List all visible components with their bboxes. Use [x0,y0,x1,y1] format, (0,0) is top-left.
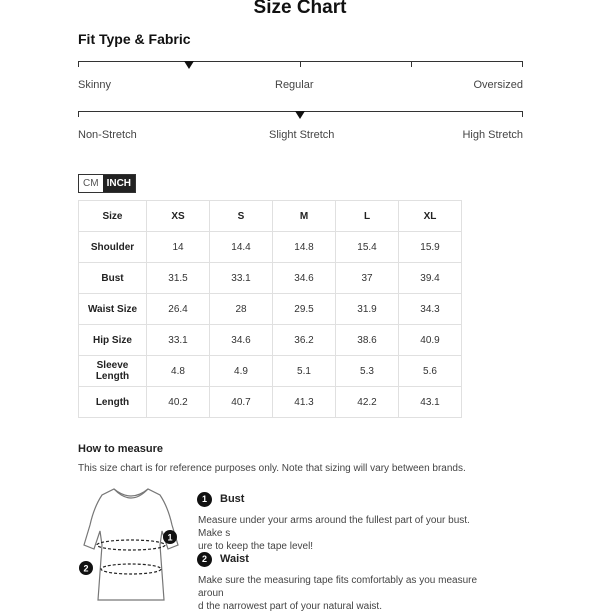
step-2-desc-line: Make sure the measuring tape fits comfortably as you measure aroun [198,575,478,599]
table-cell: 41.3 [273,387,336,418]
table-cell: 40.9 [399,325,462,356]
fit-scale-indicator-icon [184,61,194,69]
table-cell: 31.9 [336,294,399,325]
stretch-label-high: High Stretch [462,129,523,141]
fit-label-regular: Regular [275,79,314,91]
fit-scale-tick [411,61,412,67]
step-2-title: Waist [220,553,249,565]
how-to-measure-note: This size chart is for reference purposes only. Note that sizing will vary between brands. [78,463,466,474]
unit-inch-button[interactable]: INCH [103,175,135,192]
stretch-scale-track [78,111,523,112]
table-cell: 28 [210,294,273,325]
fit-scale-tick [78,61,79,67]
how-to-measure-title: How to measure [78,443,163,455]
table-header-cell: S [210,201,273,232]
row-label: Sleeve Length [79,356,147,387]
table-header-cell: L [336,201,399,232]
stretch-scale-tick [522,111,523,117]
fit-label-oversized: Oversized [473,79,523,91]
row-label: Bust [79,263,147,294]
table-cell: 37 [336,263,399,294]
table-header-row [79,201,462,232]
table-cell: 31.5 [147,263,210,294]
step-1-title: Bust [220,493,245,505]
size-table [78,200,462,418]
step-2-desc [198,574,496,613]
fit-scale-track [78,61,523,62]
stretch-scale-indicator-icon [295,111,305,119]
table-header-cell: XL [399,201,462,232]
table-cell: 33.1 [210,263,273,294]
table-header-cell: Size [79,201,147,232]
table-row [79,356,462,387]
table-header-cell: M [273,201,336,232]
table-cell: 42.2 [336,387,399,418]
table-cell: 15.4 [336,232,399,263]
step-2-number-badge: 2 [197,552,212,567]
stretch-label-non: Non-Stretch [78,129,137,141]
stretch-scale-tick [78,111,79,117]
table-header-cell: XS [147,201,210,232]
table-cell: 26.4 [147,294,210,325]
table-row [79,294,462,325]
unit-toggle [78,174,136,193]
table-cell: 5.3 [336,356,399,387]
step-1-desc [198,514,496,553]
table-row [79,325,462,356]
table-cell: 14.8 [273,232,336,263]
table-cell: 34.6 [210,325,273,356]
table-cell: 40.7 [210,387,273,418]
table-cell: 4.9 [210,356,273,387]
table-cell: 36.2 [273,325,336,356]
unit-cm-button[interactable]: CM [79,175,103,192]
table-row [79,387,462,418]
step-1-desc-line: ure to keep the tape level! [198,541,314,552]
svg-text:2: 2 [83,563,89,574]
page-title: Size Chart [253,0,347,18]
table-cell: 14.4 [210,232,273,263]
table-cell: 14 [147,232,210,263]
step-1-number-badge: 1 [197,492,212,507]
step-1-desc-line: Measure under your arms around the fullest part of your bust. Make s [198,515,470,539]
row-label: Length [79,387,147,418]
svg-text:1: 1 [167,532,173,543]
table-cell: 29.5 [273,294,336,325]
row-label: Waist Size [79,294,147,325]
row-label: Shoulder [79,232,147,263]
table-cell: 5.6 [399,356,462,387]
table-row [79,263,462,294]
table-cell: 38.6 [336,325,399,356]
table-cell: 4.8 [147,356,210,387]
fit-scale-tick [300,61,301,67]
row-label: Hip Size [79,325,147,356]
table-cell: 43.1 [399,387,462,418]
step-2-desc-line: d the narrowest part of your natural waist. [198,601,382,612]
table-cell: 34.6 [273,263,336,294]
table-cell: 40.2 [147,387,210,418]
table-cell: 5.1 [273,356,336,387]
table-cell: 15.9 [399,232,462,263]
stretch-label-slight: Slight Stretch [269,129,335,141]
garment-diagram-icon [76,485,186,600]
fit-section-title: Fit Type & Fabric [78,31,191,47]
table-cell: 34.3 [399,294,462,325]
table-row [79,232,462,263]
table-cell: 33.1 [147,325,210,356]
fit-label-skinny: Skinny [78,79,112,91]
fit-scale-tick [522,61,523,67]
table-cell: 39.4 [399,263,462,294]
